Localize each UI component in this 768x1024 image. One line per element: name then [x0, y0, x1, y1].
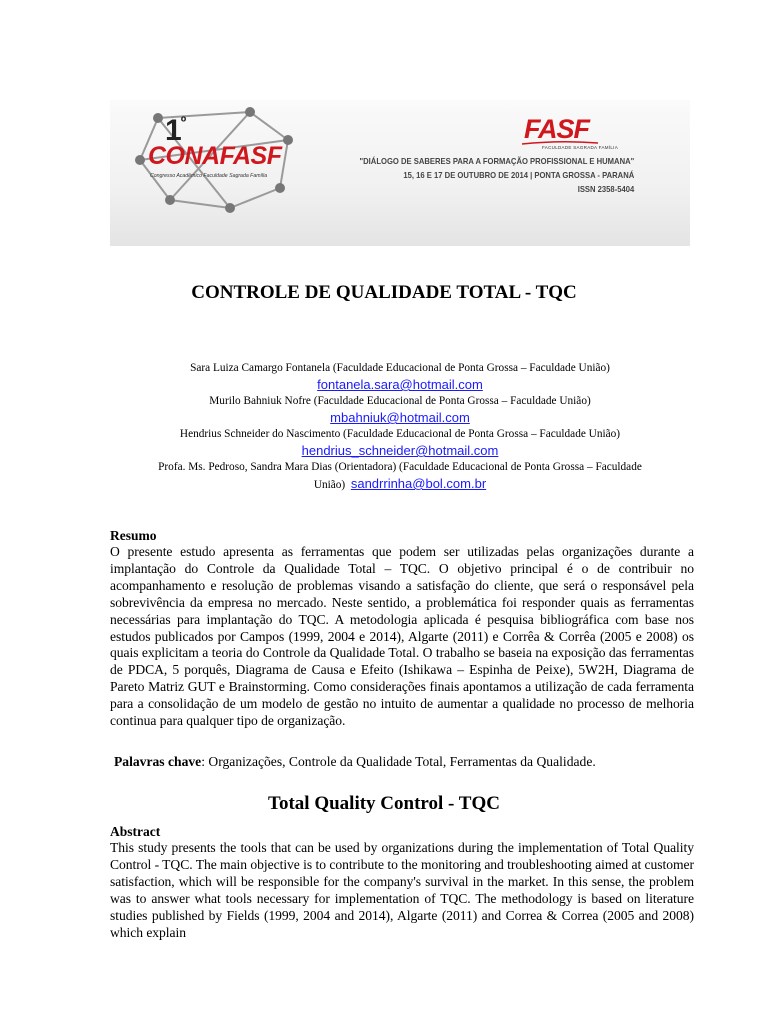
paper-title: CONTROLE DE QUALIDADE TOTAL - TQC: [191, 282, 577, 303]
author-email-link[interactable]: sandrrinha@bol.com.br: [350, 476, 487, 491]
resumo-section: [110, 528, 694, 730]
author-affiliation: Hendrius Schneider do Nascimento (Faculdade Educacional de Ponta Grossa – Faculdade União): [179, 428, 621, 440]
keywords-section: Palavras chave: Organizações, Controle da Qualidade Total, Ferramentas da Qualidade.: [114, 754, 596, 769]
event-subtitle: Congresso Acadêmico Faculdade Sagrada Família: [150, 173, 268, 179]
author-email-link[interactable]: fontanela.sara@hotmail.com: [317, 377, 483, 392]
keywords-label: Palavras chave: [114, 754, 202, 769]
abstract-heading: Abstract: [110, 824, 161, 839]
abstract-section: [110, 824, 694, 941]
author-affiliation-continued: União) sandrrinha@bol.com.br: [313, 476, 487, 491]
author-email-link[interactable]: mbahniuk@hotmail.com: [330, 410, 470, 425]
resumo-heading: Resumo: [110, 528, 157, 543]
author-affiliation: Sara Luiza Camargo Fontanela (Faculdade Educacional de Ponta Grossa – Faculdade União): [190, 362, 610, 374]
event-issn: ISSN 2358-5404: [577, 184, 634, 194]
english-title: Total Quality Control - TQC: [268, 793, 500, 814]
conference-banner: [110, 100, 690, 246]
event-dates-location: 15, 16 E 17 DE OUTUBRO DE 2014 | PONTA GROSSA - PARANÁ: [403, 170, 634, 180]
resumo-text: O presente estudo apresenta as ferramentas que podem ser utilizadas pelas organizações durante a implantação do Controle da Qualidade Total – TQC. O objetivo principal é o de contribuir no acompanhamento e resolução de problemas visando a satisfação do cliente, que será o responsável pela sobrevivência da empresa no mercado. Neste sentido, a problemática foi responder quais as ferramentas necessárias para implantação do TQC. A metodologia aplicada é pesquisa bibliográfica com base nos estudos publicados por Campos (1999, 2004 e 2014), Algarte (2011) e Corrêa & Corrêa (2005 e 2008) os quais explicitam a teoria do Controle da Qualidade Total. O trabalho se baseia na exposição das ferramentas de PDCA, 5 porquês, Diagrama de Causa e Efeito (Ishikawa – Espinha de Peixe), 5W2H, Diagrama de Pareto Matriz GUT e Brainstorming. Como considerações finais apontamos a utilização de cada ferramenta para a consolidação de um modelo de gestão no intuito de aumentar a qualidade no processo de melhoria continua para qualquer tipo de organização.: [110, 544, 694, 729]
event-theme: "DIÁLOGO DE SABERES PARA A FORMAÇÃO PROFISSIONAL E HUMANA": [359, 156, 634, 166]
author-affiliation: Profa. Ms. Pedroso, Sandra Mara Dias (Orientadora) (Faculdade Educacional de Ponta Grossa – Faculdade: [158, 461, 642, 473]
author-list: [100, 360, 700, 493]
edition-number: $1^º$: [165, 114, 186, 147]
abstract-text: This study presents the tools that can be used by organizations during the implementation of Total Quality Control - TQC. The main objective is to contribute to the monitoring and troubleshooting aimed at customer satisfaction, which will be responsible for the company's survival in the market. In this sense, the problem was to answer what tools necessary for implementation of TQC. The methodology is based on literature studies published by Fields (1999, 2004 and 2014), Algarte (2011) and Correa & Correa (2005 and 2008) which explain: [110, 840, 694, 940]
event-info: [359, 154, 634, 196]
author-email-link[interactable]: hendrius_schneider@hotmail.com: [301, 443, 499, 458]
fasf-logo: FASF: [524, 114, 590, 144]
institution-name: FACULDADE SAGRADA FAMÍLIA: [542, 145, 619, 150]
conafasf-logo: CONAFASF: [148, 142, 282, 170]
author-affiliation: Murilo Bahniuk Nofre (Faculdade Educacional de Ponta Grossa – Faculdade União): [209, 395, 591, 407]
keywords-text: Organizações, Controle da Qualidade Total, Ferramentas da Qualidade.: [208, 754, 596, 769]
